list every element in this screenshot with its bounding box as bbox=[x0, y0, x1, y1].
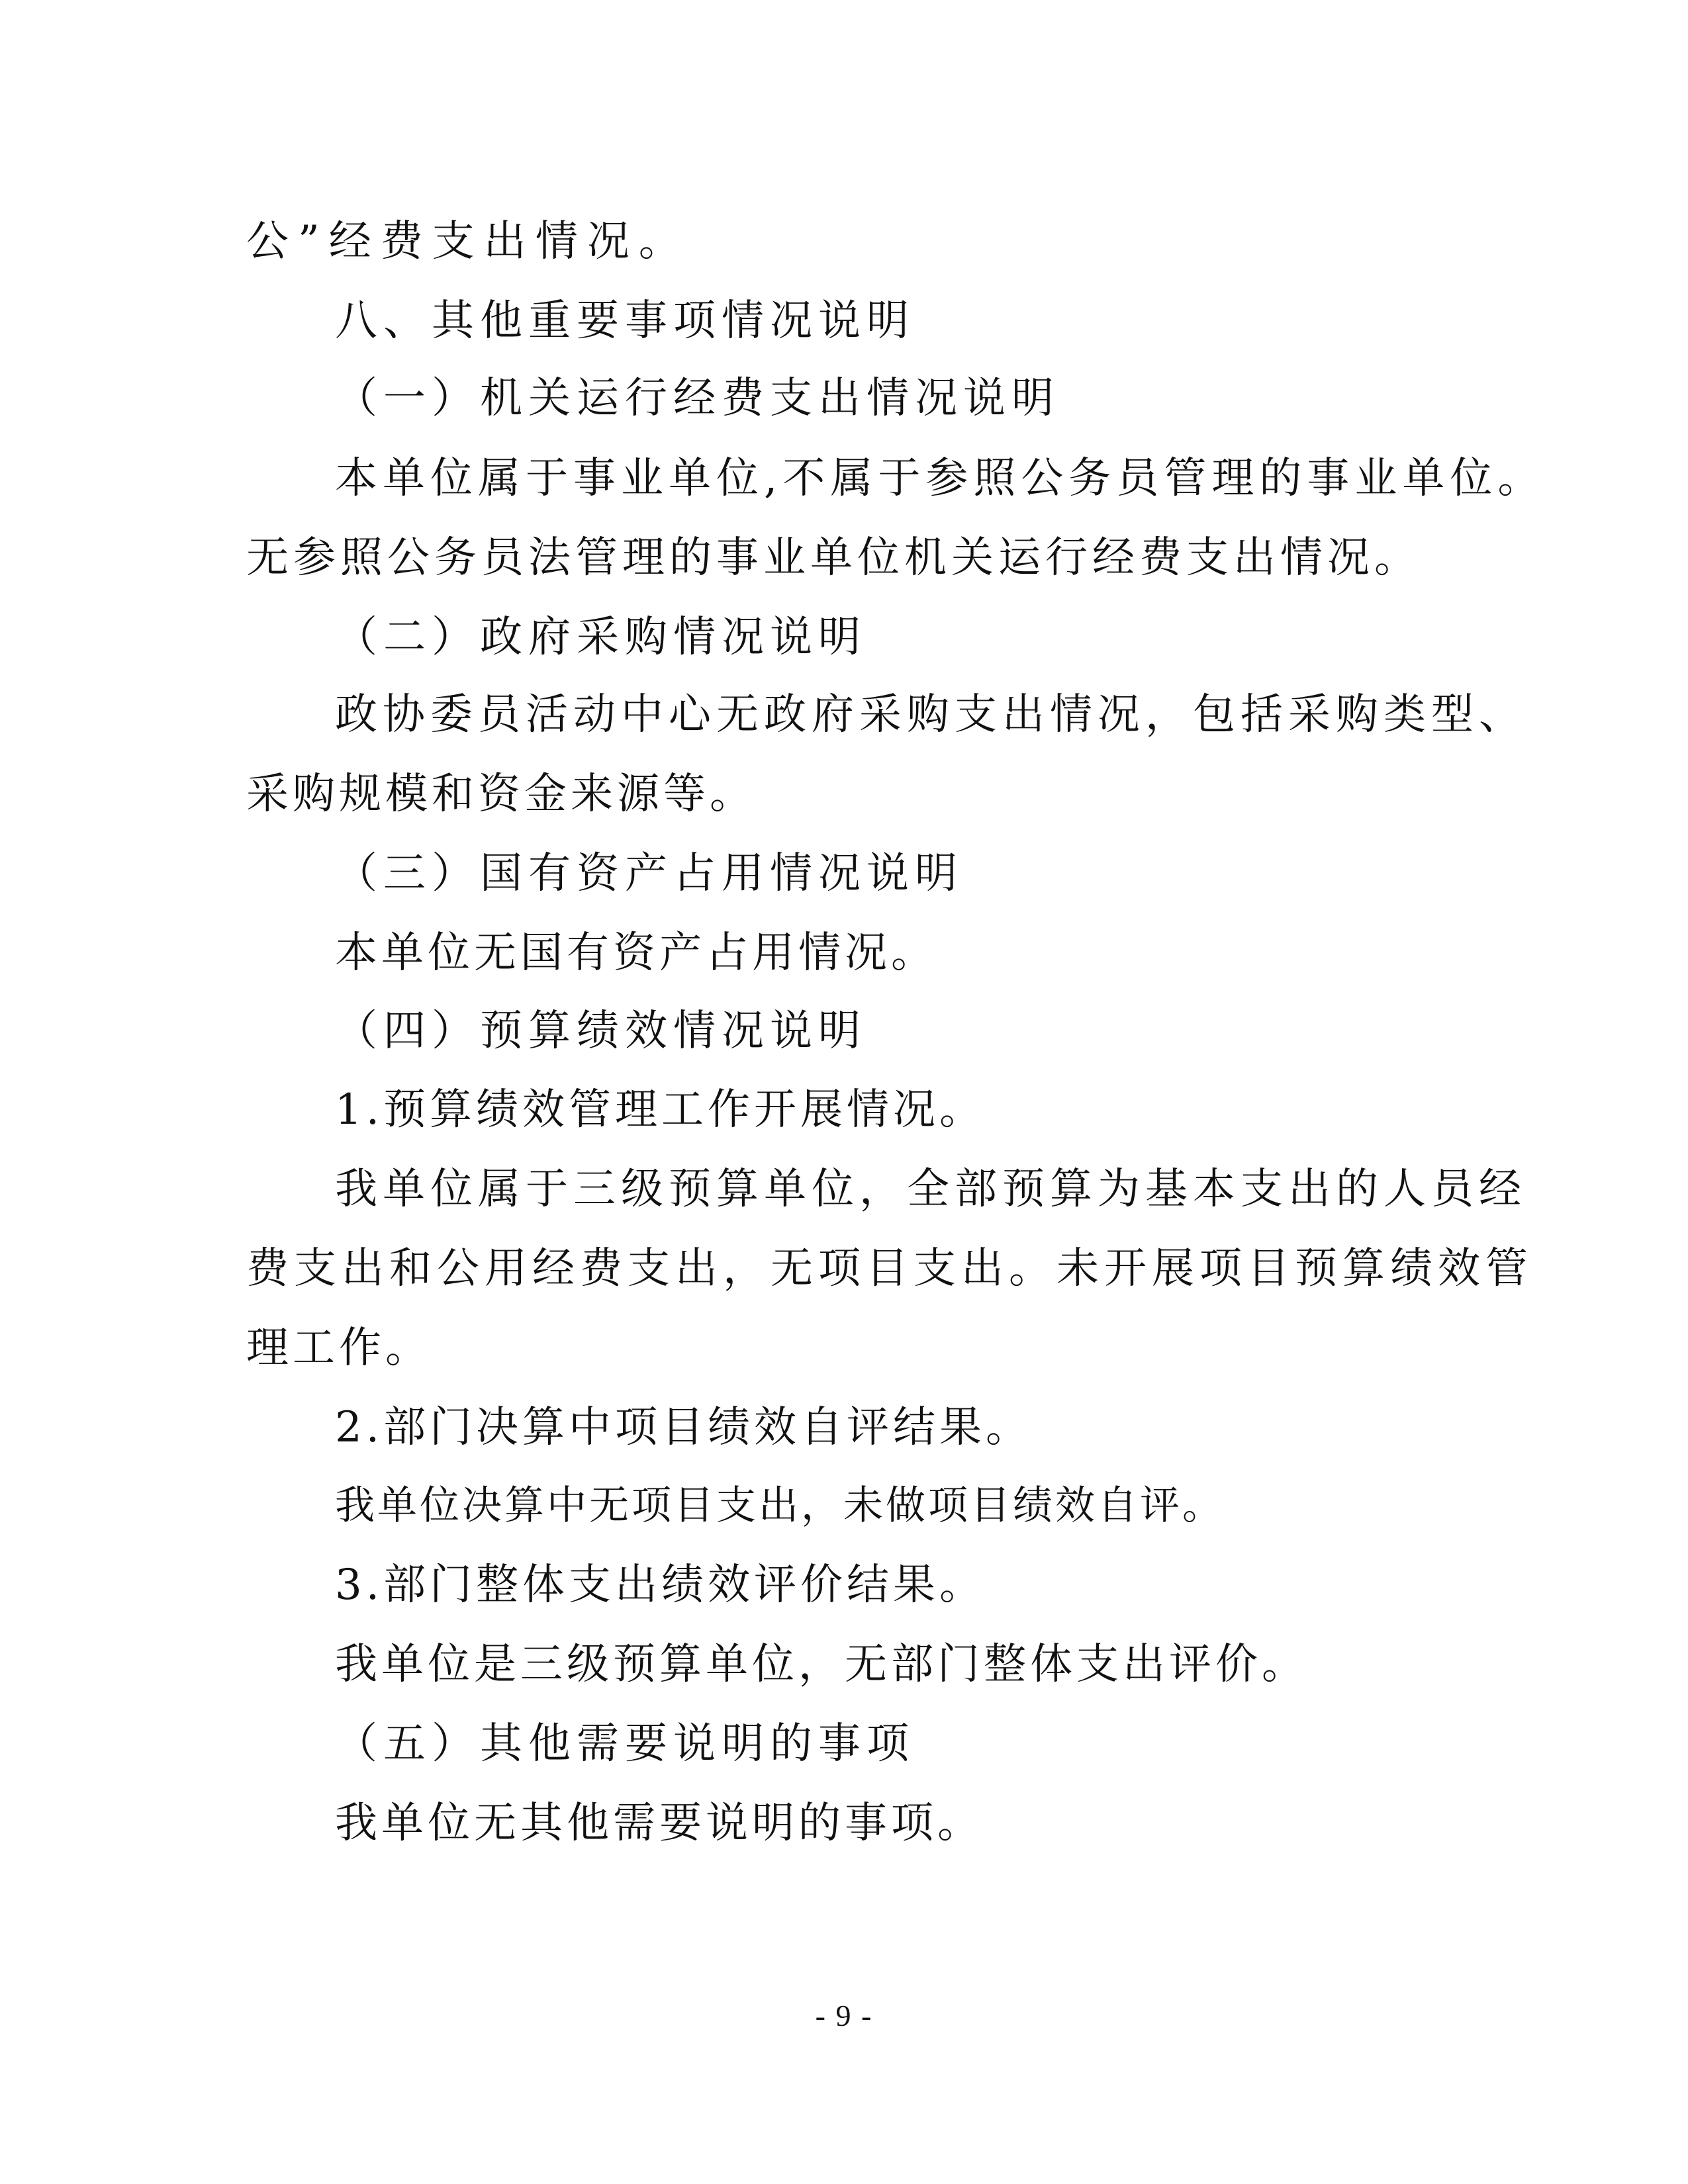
paragraph-line: 我单位属于三级预算单位，全部预算为基本支出的人员经 bbox=[335, 1165, 1526, 1214]
paragraph-line: 理工作。 bbox=[246, 1324, 432, 1373]
subsection-heading: （五）其他需要说明的事项 bbox=[335, 1719, 915, 1768]
paragraph-line: 政协委员活动中心无政府采购支出情况，包括采购类型、 bbox=[335, 690, 1526, 739]
paragraph-line: 费支出和公用经费支出，无项目支出。未开展项目预算绩效管 bbox=[246, 1244, 1533, 1293]
section-heading: 八、其他重要事项情况说明 bbox=[335, 296, 915, 345]
paragraph-line: 公”经费支出情况。 bbox=[246, 217, 690, 266]
page-number: - 9 - bbox=[815, 1999, 873, 2032]
paragraph-line: 本单位属于事业单位,不属于参照公务员管理的事业单位。 bbox=[335, 454, 1546, 503]
paragraph-line: 采购规模和资金来源等。 bbox=[246, 770, 756, 819]
numbered-heading: 2.部门决算中项目绩效自评结果。 bbox=[335, 1403, 1033, 1452]
numbered-heading: 1.预算绩效管理工作开展情况。 bbox=[335, 1085, 986, 1134]
numbered-heading: 3.部门整体支出绩效评价结果。 bbox=[335, 1561, 986, 1610]
paragraph-line: 我单位无其他需要说明的事项。 bbox=[335, 1799, 984, 1848]
paragraph-line: 本单位无国有资产占用情况。 bbox=[335, 929, 937, 978]
subsection-heading: （二）政府采购情况说明 bbox=[335, 613, 867, 662]
paragraph-line: 无参照公务员法管理的事业单位机关运行经费支出情况。 bbox=[246, 533, 1421, 582]
paragraph-line: 我单位是三级预算单位，无部门整体支出评价。 bbox=[335, 1640, 1308, 1689]
subsection-heading: （四）预算绩效情况说明 bbox=[335, 1007, 867, 1056]
paragraph-line: 我单位决算中无项目支出，未做项目绩效自评。 bbox=[335, 1482, 1225, 1529]
subsection-heading: （一）机关运行经费支出情况说明 bbox=[335, 374, 1060, 423]
subsection-heading: （三）国有资产占用情况说明 bbox=[335, 849, 963, 898]
